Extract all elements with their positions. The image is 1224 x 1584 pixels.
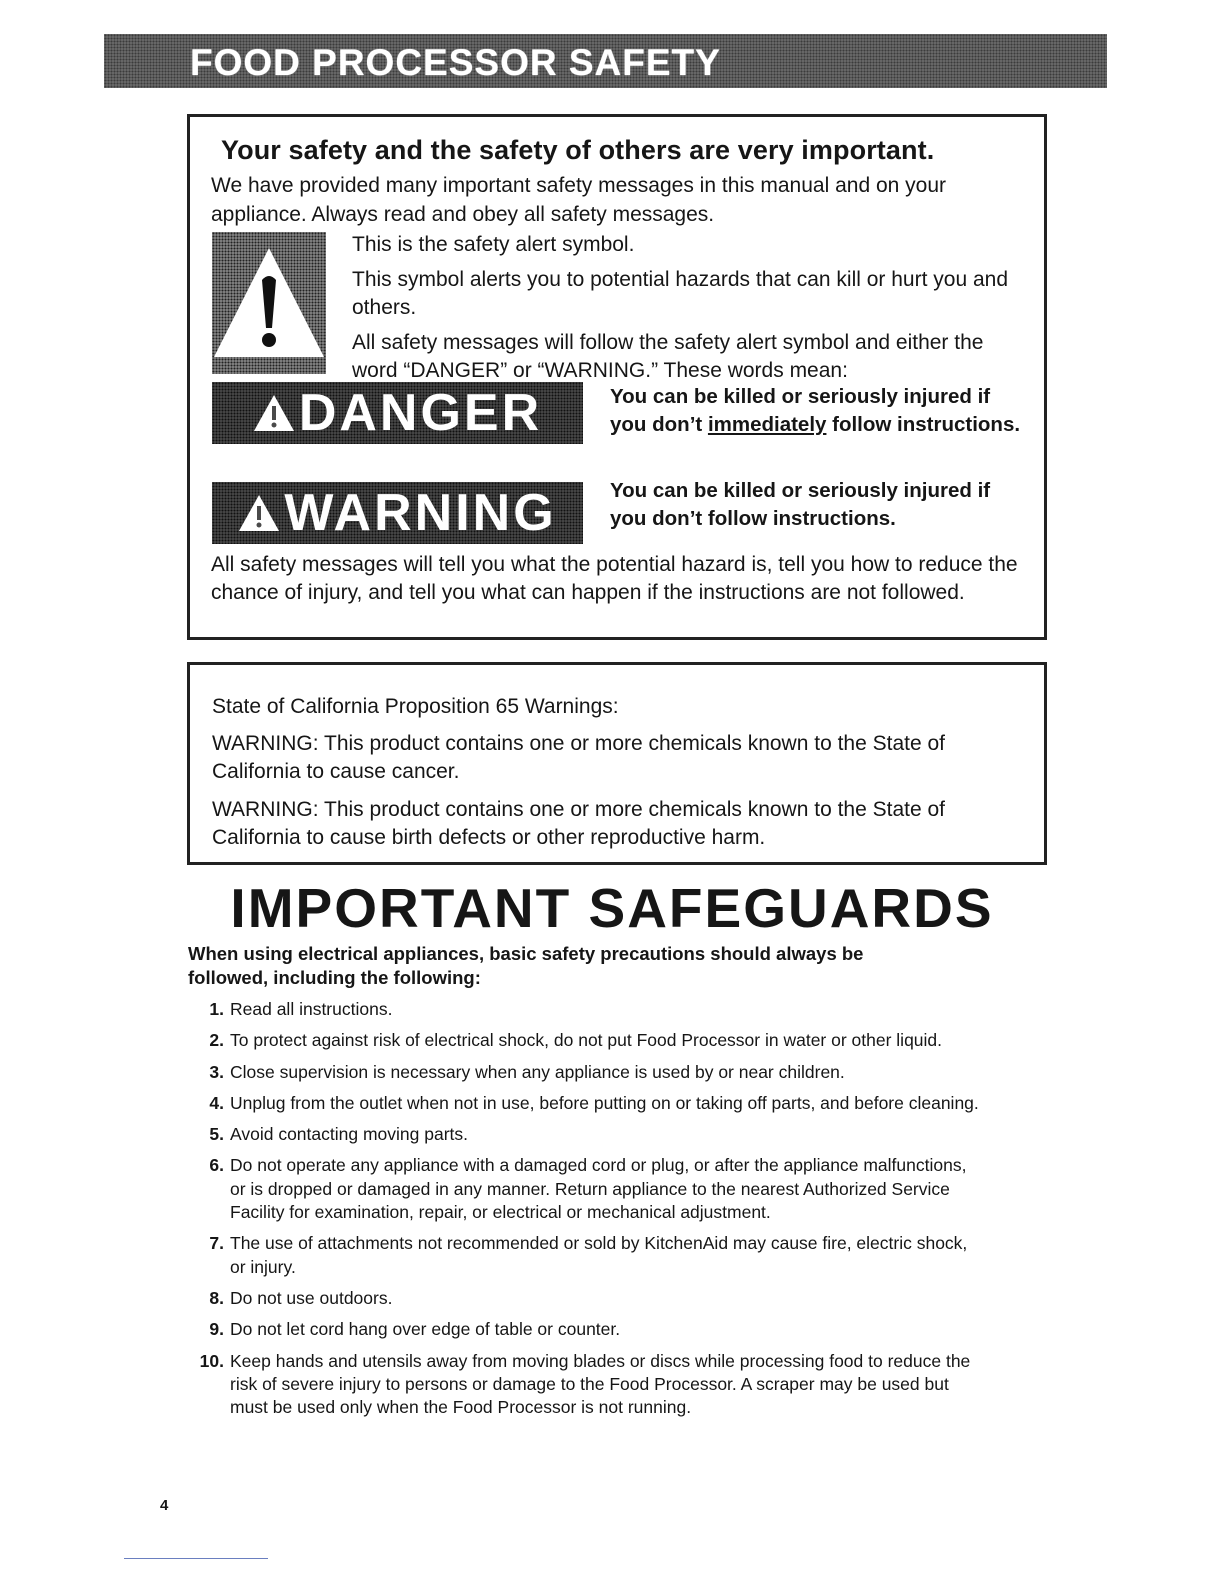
item-number: 1. (209, 999, 224, 1019)
alert-explanation (352, 231, 1032, 392)
danger-label: DANGER (298, 384, 543, 442)
safeguards-list (190, 998, 990, 1427)
list-item (190, 1287, 990, 1310)
item-text: The use of attachments not recommended or sold by KitchenAid may cause fire, electric shock, or injury. (230, 1233, 968, 1277)
item-number: 2. (209, 1030, 224, 1051)
alert-line: This symbol alerts you to potential hazards that can kill or hurt you and others. (352, 268, 1009, 319)
warning-signal-banner (212, 482, 583, 544)
danger-desc-underlined: immediately (707, 413, 827, 436)
page-number: 4 (160, 1497, 169, 1514)
warning-label: WARNING (284, 484, 557, 542)
list-item (190, 1061, 990, 1084)
list-item (190, 1123, 990, 1146)
item-number: 8. (209, 1287, 224, 1308)
list-item (190, 1232, 990, 1279)
item-text: Do not let cord hang over edge of table or counter. (230, 1319, 621, 1340)
safety-info-box (187, 114, 1047, 640)
item-text: Avoid contacting moving parts. (230, 1124, 469, 1145)
footer-rule (124, 1558, 268, 1559)
safety-heading: Your safety and the safety of others are very important. (221, 135, 935, 165)
list-item (190, 1092, 990, 1115)
item-text: Do not use outdoors. (230, 1287, 393, 1308)
danger-desc-part: You can be killed or seriously injured if you don’t (610, 385, 991, 436)
alert-line: All safety messages will follow the safety alert symbol and either the word “DANGER” or “WARNING.” These words mean: (352, 331, 984, 382)
danger-signal-banner (212, 382, 583, 444)
item-number: 4. (209, 1092, 224, 1113)
prop65-warning-birth: WARNING: This product contains one or more chemicals known to the State of California to cause birth defects or other reproductive harm. (212, 798, 945, 849)
warning-triangle-icon (238, 493, 280, 533)
item-text: Keep hands and utensils away from moving blades or discs while processing food to reduce the risk of severe injury to persons or damage to the Food Processor. A scraper may be used but must be used only when the Food Processor is not running. (230, 1350, 971, 1418)
prop65-box (187, 662, 1047, 865)
safety-outro: All safety messages will tell you what the potential hazard is, tell you how to reduce the chance of injury, and tell you what can happen if the instructions are not followed. (211, 553, 1018, 604)
safeguards-intro: When using electrical appliances, basic safety precautions should always be followed, including the following: (188, 943, 864, 988)
list-item (190, 1350, 990, 1420)
item-text: Read all instructions. (230, 999, 393, 1019)
item-number: 7. (209, 1233, 224, 1254)
prop65-title: State of California Proposition 65 Warnings: (212, 695, 619, 718)
safety-alert-triangle-icon (212, 232, 326, 374)
item-number: 5. (209, 1124, 224, 1145)
item-number: 3. (209, 1061, 224, 1082)
list-item (190, 1154, 990, 1224)
item-number: 10. (199, 1350, 224, 1371)
safeguards-title: IMPORTANT SAFEGUARDS (230, 877, 994, 939)
warning-description: You can be killed or seriously injured if you don’t follow instructions. (610, 479, 991, 530)
section-header-bar (104, 34, 1107, 88)
list-item (190, 998, 990, 1021)
item-text: To protect against risk of electrical shock, do not put Food Processor in water or other liquid. (230, 1030, 943, 1051)
safety-intro: We have provided many important safety messages in this manual and on your appliance. Always read and obey all safety messages. (211, 174, 946, 226)
alert-line: This is the safety alert symbol. (352, 233, 635, 256)
danger-description (610, 383, 1030, 439)
item-number: 6. (209, 1155, 224, 1176)
warning-triangle-icon (253, 393, 295, 433)
item-text: Do not operate any appliance with a damaged cord or plug, or after the appliance malfunctions, or is dropped or damaged in any manner. Return appliance to the nearest Authorized Service Facility for examination, repair, or electrical or mechanical adjustment. (230, 1155, 967, 1223)
item-number: 9. (209, 1319, 224, 1340)
danger-desc-part: follow instructions. (826, 413, 1021, 436)
prop65-warning-cancer: WARNING: This product contains one or more chemicals known to the State of California to cause cancer. (212, 732, 945, 783)
item-text: Unplug from the outlet when not in use, before putting on or taking off parts, and before cleaning. (230, 1092, 979, 1113)
list-item (190, 1029, 990, 1052)
item-text: Close supervision is necessary when any appliance is used by or near children. (230, 1061, 845, 1082)
list-item (190, 1318, 990, 1341)
section-title: FOOD PROCESSOR SAFETY (190, 42, 721, 83)
